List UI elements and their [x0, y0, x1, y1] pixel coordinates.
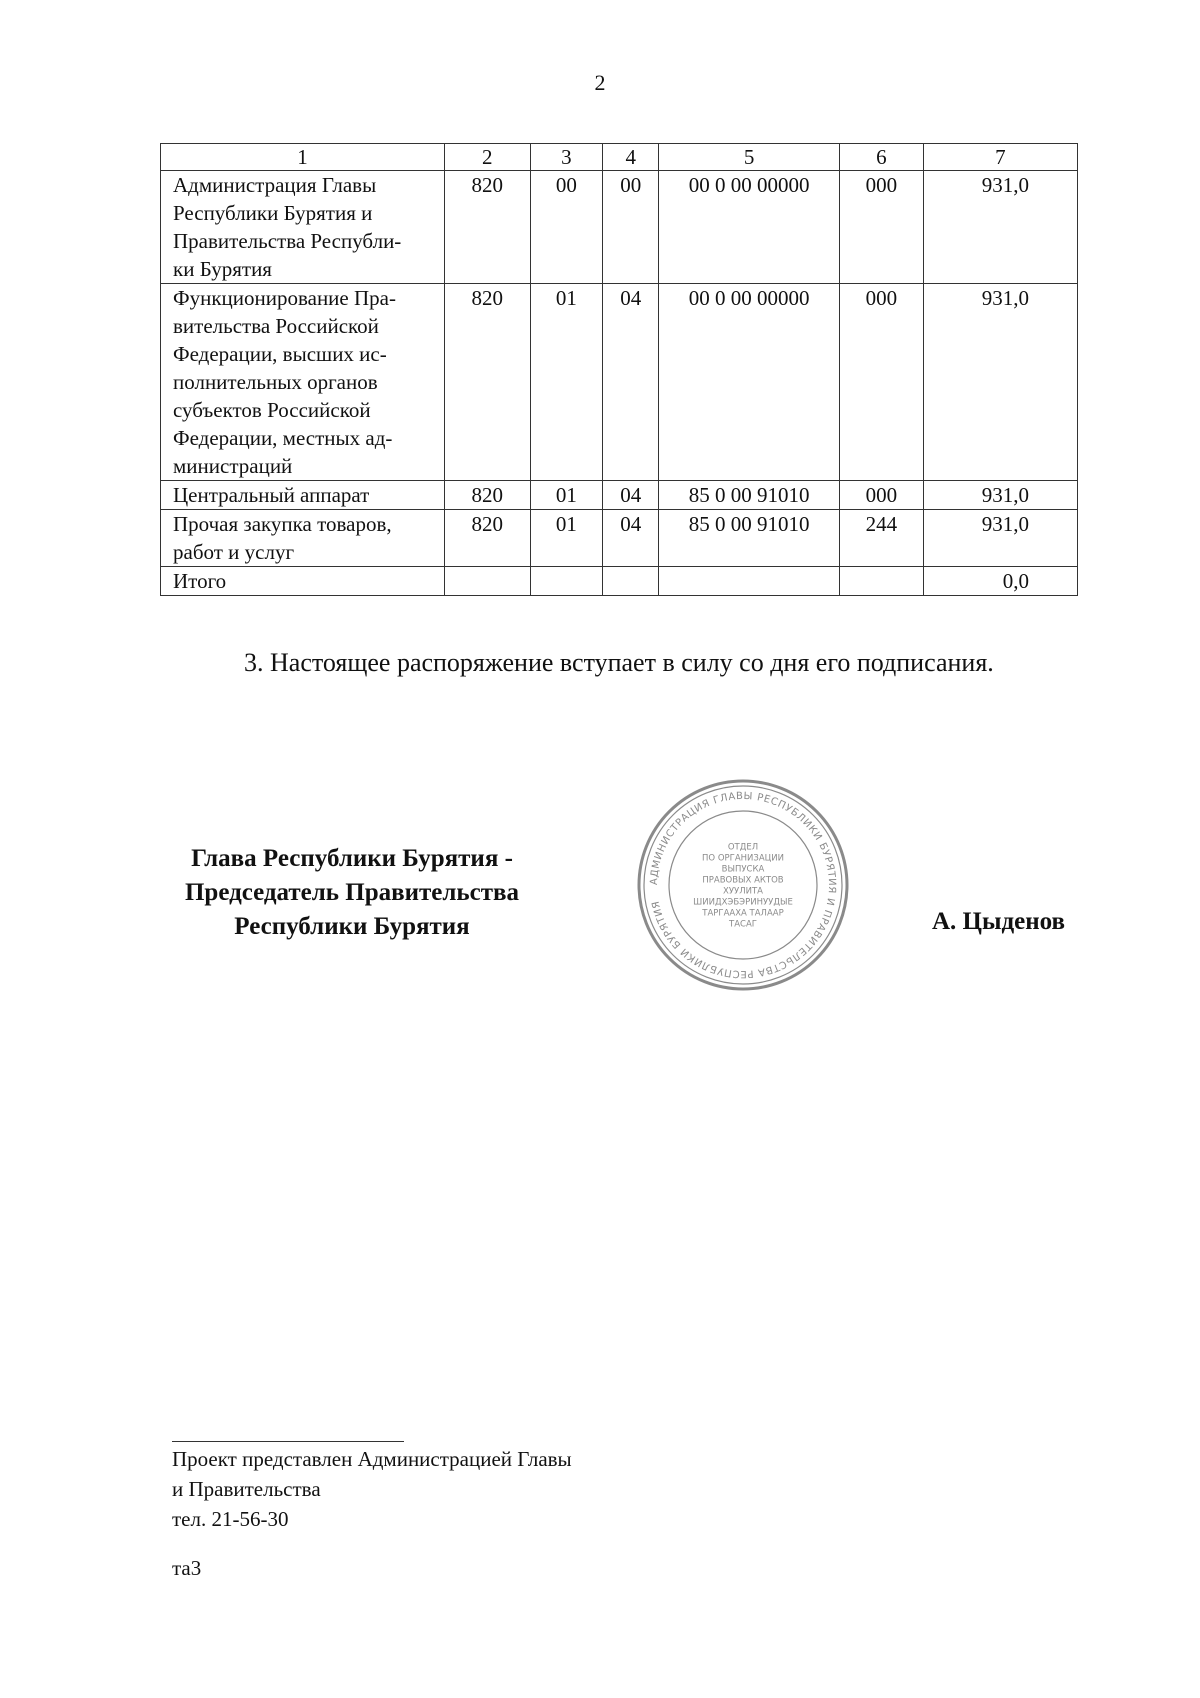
code-cell: 820: [444, 481, 530, 510]
code-cell: 820: [444, 510, 530, 567]
seal-center-line: ПО ОРГАНИЗАЦИИ: [702, 853, 784, 864]
code-cell: 04: [603, 510, 659, 567]
code-cell: 01: [530, 481, 603, 510]
seal-center-line: ОТДЕЛ: [727, 842, 759, 853]
footnote-text: Проект представлен Администрацией Главы и Правительства тел. 21-56-30: [172, 1447, 572, 1531]
row-name-cell: Итого: [161, 567, 445, 596]
row-name-cell: Функционирование Пра- вительства Российской Федерации, высших ис- полнительных органов субъектов Российской Федерации, местных ад- министраций: [161, 284, 445, 481]
code-cell: 85 0 00 91010: [659, 510, 840, 567]
official-seal: [636, 778, 850, 992]
code-cell: 000: [840, 171, 924, 284]
seal-center-line: ТАРГААХА ТАЛААР: [702, 908, 784, 919]
signatory-position: Глава Республики Бурятия - Председатель Правительства Республики Бурятия: [184, 845, 520, 940]
code-cell: 820: [444, 171, 530, 284]
table-row: [161, 510, 1078, 567]
page-number: 2: [594, 70, 606, 95]
code-cell: [659, 567, 840, 596]
code-cell: 04: [603, 481, 659, 510]
budget-table: [160, 143, 1078, 596]
code-cell: 01: [530, 510, 603, 567]
column-header: 6: [840, 144, 924, 171]
row-name-cell: Администрация Главы Республики Бурятия и Правительства Республи- ки Бурятия: [161, 171, 445, 284]
column-header: 5: [659, 144, 840, 171]
row-name-cell: Прочая закупка товаров, работ и услуг: [161, 510, 445, 567]
code-cell: [444, 567, 530, 596]
document-code: та3: [172, 1556, 202, 1580]
code-cell: 820: [444, 284, 530, 481]
code-cell: 85 0 00 91010: [659, 481, 840, 510]
column-header: 4: [603, 144, 659, 171]
seal-center-line: ПРАВОВЫХ АКТОВ: [702, 875, 784, 886]
code-cell: [840, 567, 924, 596]
amount-cell: 0,0: [923, 567, 1077, 596]
code-cell: 01: [530, 284, 603, 481]
column-header: 1: [161, 144, 445, 171]
amount-cell: 931,0: [923, 510, 1077, 567]
table-header-row: [161, 144, 1078, 171]
amount-cell: 931,0: [923, 481, 1077, 510]
code-cell: 00 0 00 00000: [659, 284, 840, 481]
table-row: [161, 481, 1078, 510]
clause-3-text: 3. Настоящее распоряжение вступает в силу со дня его подписания.: [244, 648, 994, 677]
code-cell: 00: [603, 171, 659, 284]
row-name-cell: Центральный аппарат: [161, 481, 445, 510]
code-cell: [603, 567, 659, 596]
code-cell: 00: [530, 171, 603, 284]
seal-center-line: ШИИДХЭБЭРИНУУДЫЕ: [693, 897, 793, 908]
code-cell: 244: [840, 510, 924, 567]
seal-center-line: ХУУЛИТА: [723, 886, 763, 897]
code-cell: 04: [603, 284, 659, 481]
seal-center-line: ТАСАГ: [729, 919, 757, 930]
code-cell: [530, 567, 603, 596]
footnote-divider: [172, 1441, 404, 1442]
table-row: [161, 567, 1078, 596]
amount-cell: 931,0: [923, 284, 1077, 481]
column-header: 7: [923, 144, 1077, 171]
signatory-name: А. Цыденов: [932, 908, 1066, 935]
code-cell: 000: [840, 481, 924, 510]
code-cell: 000: [840, 284, 924, 481]
table-row: [161, 171, 1078, 284]
seal-ring-text: АДМИНИСТРАЦИЯ ГЛАВЫ РЕСПУБЛИКИ БУРЯТИЯ И ПРАВИТЕЛЬСТВА РЕСПУБЛИКИ БУРЯТИЯ: [648, 790, 838, 980]
seal-center-line: ВЫПУСКА: [721, 864, 765, 875]
column-header: 3: [530, 144, 603, 171]
column-header: 2: [444, 144, 530, 171]
table-row: [161, 284, 1078, 481]
amount-cell: 931,0: [923, 171, 1077, 284]
code-cell: 00 0 00 00000: [659, 171, 840, 284]
